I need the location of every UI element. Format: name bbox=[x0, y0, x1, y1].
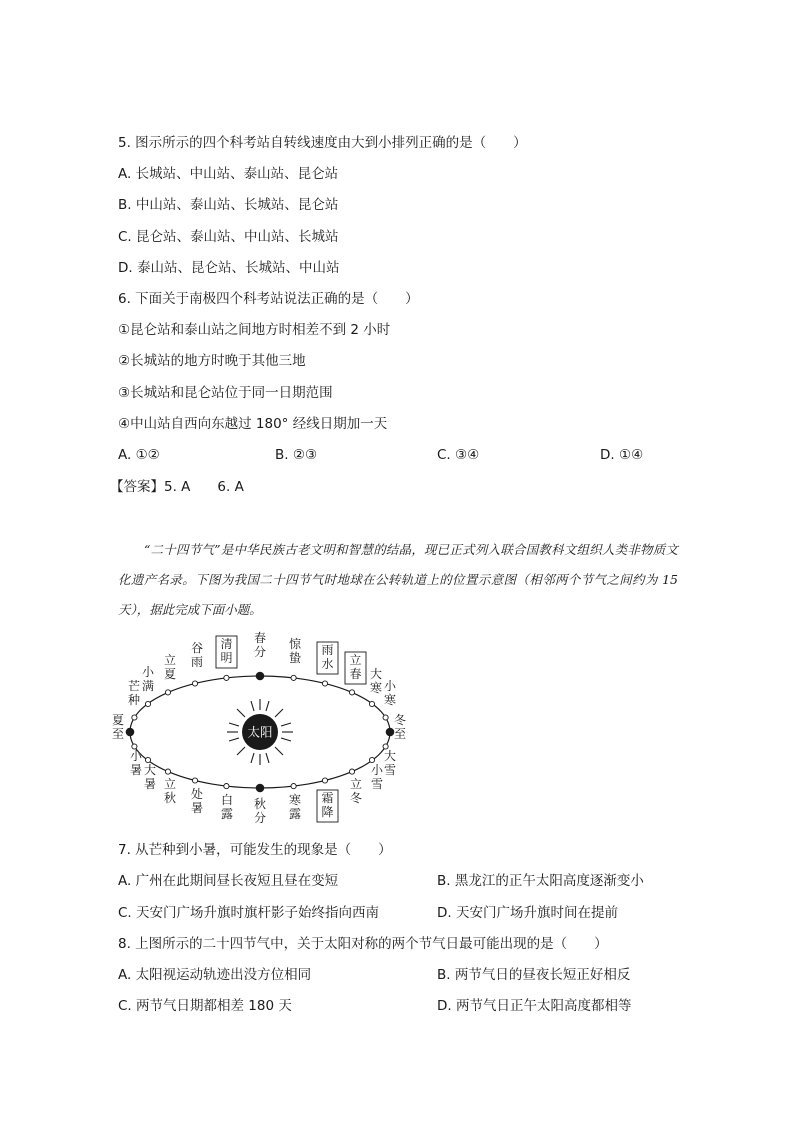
q8-stem: 8. 上图所示的二十四节气中，关于太阳对称的两个节气日最可能出现的是（ ） bbox=[118, 936, 608, 952]
term-lidong: 立冬 bbox=[349, 777, 363, 805]
term-qingming: 清明 bbox=[220, 637, 233, 665]
term-liqiu: 立秋 bbox=[163, 777, 177, 805]
q6-option-d: D. ①④ bbox=[600, 447, 644, 463]
q8-option-c: C. 两节气日期都相差 180 天 bbox=[118, 998, 292, 1014]
passage-text: “二十四节气”是中华民族古老文明和智慧的结晶，现已正式列入联合国教科文组织人类非物质文化遗产名录。下图为我国二十四节气时地球在公转轨道上的位置示意图（相邻两个节气之间约为 15 天），据此完成下面小题。 bbox=[118, 542, 678, 617]
term-xiaohan: 小寒 bbox=[383, 679, 397, 707]
answer-line bbox=[110, 478, 244, 496]
q5-option-c: C. 昆仑站、泰山站、中山站、长城站 bbox=[118, 229, 339, 245]
term-qiufen: 秋分 bbox=[253, 797, 267, 825]
q6-statement-4: ④中山站自西向东越过 180° 经线日期加一天 bbox=[118, 416, 388, 432]
q5-stem: 5. 图示所示的四个科考站自转线速度由大到小排列正确的是（ ） bbox=[118, 135, 527, 151]
term-xiazhi: 夏至 bbox=[111, 713, 125, 741]
term-daxue: 大雪 bbox=[383, 749, 397, 777]
q5-option-b: B. 中山站、泰山站、长城站、昆仑站 bbox=[118, 197, 339, 213]
q7-option-c: C. 天安门广场升旗时旗杆影子始终指向西南 bbox=[118, 905, 380, 921]
q6-statement-3: ③长城站和昆仑站位于同一日期范围 bbox=[118, 385, 333, 401]
sun-label: 太阳 bbox=[247, 724, 273, 740]
q6-option-c: C. ③④ bbox=[437, 447, 480, 463]
q6-option-a: A. ①② bbox=[118, 447, 160, 463]
term-jingzhe: 惊蛰 bbox=[288, 637, 302, 665]
q8-option-a: A. 太阳视运动轨迹出没方位相同 bbox=[118, 967, 312, 983]
q6-stem: 6. 下面关于南极四个科考站说法正确的是（ ） bbox=[118, 291, 419, 307]
term-xiaoman: 小满 bbox=[141, 665, 155, 693]
term-lichun: 立春 bbox=[349, 653, 362, 681]
term-dashu: 大暑 bbox=[143, 763, 157, 791]
term-yushui: 雨水 bbox=[321, 643, 334, 671]
term-chunfen: 春分 bbox=[253, 631, 267, 659]
term-dongzhi: 冬至 bbox=[393, 713, 407, 741]
term-shuangjiang: 霜降 bbox=[321, 791, 334, 819]
term-mangzhong: 芒种 bbox=[127, 679, 141, 707]
q6-option-b: B. ②③ bbox=[275, 447, 318, 463]
answer-tag: 【答案】 bbox=[110, 479, 164, 495]
q7-option-b: B. 黑龙江的正午太阳高度逐渐变小 bbox=[437, 873, 644, 889]
term-lixia: 立夏 bbox=[163, 653, 177, 681]
solar-terms-orbit-diagram bbox=[100, 628, 430, 833]
q6-statement-1: ①昆仑站和泰山站之间地方时相差不到 2 小时 bbox=[118, 322, 391, 338]
term-bailu: 白露 bbox=[220, 793, 234, 821]
q5-option-d: D. 泰山站、昆仑站、长城站、中山站 bbox=[118, 260, 340, 276]
term-hanlu: 寒露 bbox=[288, 793, 302, 821]
q5-option-a: A. 长城站、中山站、泰山站、昆仑站 bbox=[118, 166, 339, 182]
term-dahan: 大寒 bbox=[369, 667, 383, 695]
q7-option-d: D. 天安门广场升旗时间在提前 bbox=[437, 905, 618, 921]
term-chushu: 处暑 bbox=[190, 787, 204, 815]
passage bbox=[118, 535, 678, 625]
term-xiaoxue: 小雪 bbox=[370, 763, 384, 791]
q8-option-b: B. 两节气日的昼夜长短正好相反 bbox=[437, 967, 631, 983]
answer-text: 5. A 6. A bbox=[164, 479, 244, 495]
q7-stem: 7. 从芒种到小暑，可能发生的现象是（ ） bbox=[118, 842, 392, 858]
term-guyu: 谷雨 bbox=[190, 641, 204, 669]
term-xiaoshu: 小暑 bbox=[129, 749, 143, 777]
q6-statement-2: ②长城站的地方时晚于其他三地 bbox=[118, 353, 306, 369]
q7-option-a: A. 广州在此期间昼长夜短且昼在变短 bbox=[118, 873, 339, 889]
q8-option-d: D. 两节气日正午太阳高度都相等 bbox=[437, 998, 632, 1014]
